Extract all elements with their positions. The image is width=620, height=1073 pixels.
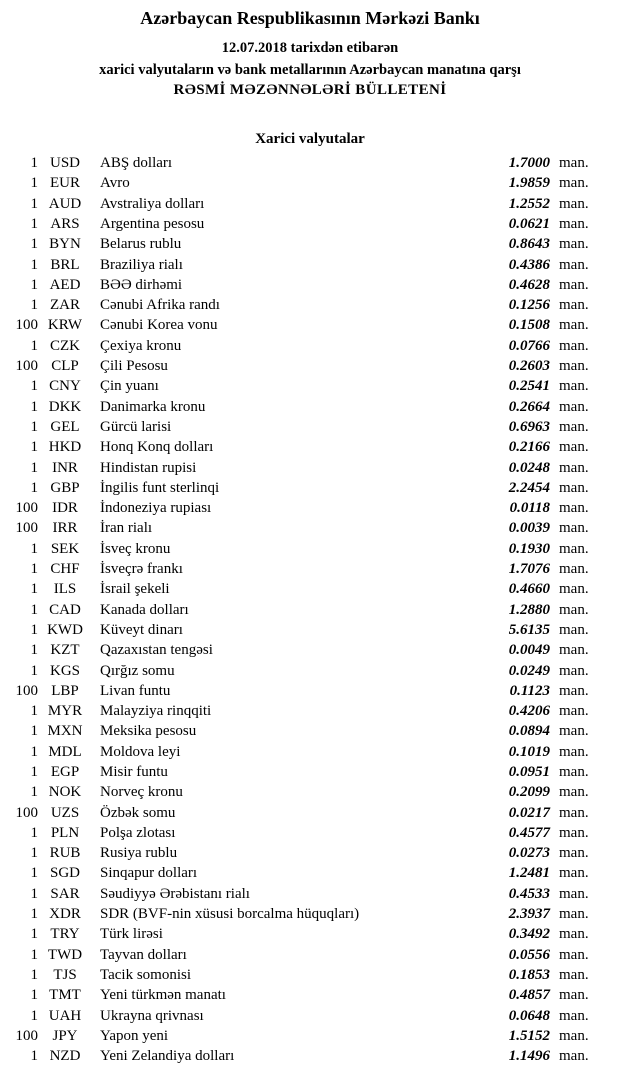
currency-rate: 0.0249 [508, 662, 550, 679]
currency-quantity: 1 [30, 215, 38, 232]
currency-quantity: 1 [30, 824, 38, 841]
currency-code: HKD [48, 439, 82, 456]
currency-unit: man. [559, 804, 589, 821]
currency-code: INR [52, 459, 78, 476]
currency-name: Misir funtu [100, 764, 168, 780]
currency-quantity: 100 [15, 682, 38, 699]
bank-title: Azərbaycan Respublikasının Mərkəzi Bankı [140, 8, 480, 28]
currency-row [0, 904, 596, 924]
currency-code: EGP [50, 764, 80, 780]
currency-quantity: 1 [30, 418, 38, 435]
currency-row [0, 397, 596, 417]
currency-name: Qazaxıstan tengəsi [100, 642, 213, 659]
currency-code: CAD [49, 601, 81, 618]
currency-quantity: 1 [30, 621, 38, 638]
currency-name: Avstraliya dolları [100, 195, 205, 212]
currency-quantity: 1 [30, 946, 38, 963]
currency-row [0, 194, 596, 214]
currency-name: Argentina pesosu [100, 215, 205, 232]
currency-unit: man. [559, 865, 589, 882]
currency-unit: man. [559, 1007, 589, 1024]
currency-rate: 1.7000 [508, 155, 550, 172]
currency-row [0, 315, 596, 335]
currency-unit: man. [559, 500, 589, 517]
currency-quantity: 1 [30, 337, 38, 354]
currency-row [0, 661, 596, 681]
currency-rate: 0.4533 [508, 885, 550, 902]
currency-code: UAH [48, 1007, 82, 1024]
currency-name: Çexiya kronu [100, 337, 182, 354]
currency-quantity: 1 [30, 561, 38, 578]
currency-rate: 0.2541 [508, 378, 550, 395]
currency-row [0, 356, 596, 376]
currency-quantity: 100 [15, 1027, 38, 1044]
currency-name: İsveçrə frankı [100, 561, 183, 578]
currency-rate: 1.1496 [508, 1048, 550, 1065]
currency-row [0, 153, 596, 173]
currency-code: ZAR [50, 297, 80, 314]
currency-row [0, 275, 596, 295]
currency-name: Çin yuanı [100, 378, 159, 395]
currency-code: IDR [52, 500, 78, 517]
currency-unit: man. [559, 358, 589, 375]
currency-row [0, 559, 596, 579]
currency-unit: man. [559, 642, 589, 659]
currency-rate: 0.0556 [508, 946, 550, 963]
currency-rate: 0.0118 [509, 500, 550, 517]
currency-name: Səudiyyə Ərəbistanı rialı [100, 885, 250, 902]
currency-unit: man. [559, 195, 589, 212]
currency-rate: 1.5152 [508, 1027, 550, 1044]
currency-unit: man. [559, 479, 589, 496]
currency-row [0, 985, 596, 1005]
currency-code: TWD [47, 946, 83, 963]
currency-name: ABŞ dolları [100, 155, 173, 172]
currency-quantity: 1 [30, 439, 38, 456]
currency-rate: 1.7076 [508, 561, 550, 578]
currency-code: BYN [49, 236, 81, 253]
currency-rate: 0.1019 [508, 743, 550, 760]
currency-code: CZK [50, 337, 80, 354]
currency-unit: man. [559, 540, 589, 557]
currency-name: Moldova leyi [100, 743, 181, 760]
currency-name: Kanada dolları [100, 601, 189, 618]
currency-row [0, 376, 596, 396]
currency-name: Honq Konq dolları [100, 439, 214, 456]
currency-name: Hindistan rupisi [100, 459, 197, 476]
currency-quantity: 1 [30, 662, 38, 679]
currency-code: KWD [47, 621, 83, 638]
currency-rate: 0.0951 [508, 764, 550, 780]
currency-unit: man. [559, 1027, 589, 1044]
currency-code: JPY [52, 1027, 78, 1044]
currency-name: İsrail şekeli [100, 581, 170, 598]
currency-rate: 0.8643 [508, 236, 550, 253]
currency-name: Cənubi Afrika randı [100, 297, 220, 314]
currency-name: Cənubi Korea vonu [100, 317, 218, 334]
currency-code: SEK [50, 540, 80, 557]
currency-row [0, 336, 596, 356]
currency-unit: man. [559, 378, 589, 395]
currency-unit: man. [559, 520, 589, 537]
currency-row [0, 762, 596, 782]
currency-quantity: 1 [30, 276, 38, 293]
currency-unit: man. [559, 682, 589, 699]
currency-row [0, 255, 596, 275]
currency-unit: man. [559, 317, 589, 334]
effective-date: 12.07.2018 tarixdən etibarən [221, 39, 399, 56]
currency-rate: 0.0766 [508, 337, 550, 354]
currency-row [0, 803, 596, 823]
currency-unit: man. [559, 276, 589, 293]
currency-row [0, 234, 596, 254]
currency-quantity: 100 [15, 317, 38, 334]
currency-unit: man. [559, 662, 589, 679]
currency-quantity: 1 [30, 743, 38, 760]
currency-code: TMT [49, 987, 81, 1004]
currency-quantity: 1 [30, 398, 38, 415]
currency-code: CHF [50, 561, 80, 578]
currency-unit: man. [559, 885, 589, 902]
currency-name: Malayziya rinqqiti [100, 703, 212, 720]
currency-name: Danimarka kronu [100, 398, 206, 415]
currency-code: RUB [49, 845, 81, 862]
currency-row [0, 742, 596, 762]
currency-row [0, 1046, 596, 1066]
currency-unit: man. [559, 1048, 589, 1065]
currency-rate: 1.2552 [508, 195, 550, 212]
currency-rate: 0.2166 [508, 439, 550, 456]
currency-row [0, 823, 596, 843]
currency-rate: 1.9859 [508, 175, 550, 192]
currency-name: Tayvan dolları [100, 946, 187, 963]
currency-rate: 2.2454 [508, 479, 550, 496]
currency-unit: man. [559, 418, 589, 435]
currency-rate: 0.1930 [508, 540, 550, 557]
currency-code: KRW [47, 317, 83, 334]
currency-name: Belarus rublu [100, 236, 182, 253]
currency-row [0, 965, 596, 985]
currency-name: Ukrayna qrivnası [100, 1007, 204, 1024]
currency-code: SAR [50, 885, 80, 902]
currency-unit: man. [559, 439, 589, 456]
currency-row [0, 214, 596, 234]
currency-code: SGD [49, 865, 80, 882]
currency-quantity: 1 [30, 987, 38, 1004]
currency-rate: 0.3492 [508, 926, 550, 943]
currency-quantity: 1 [30, 236, 38, 253]
currency-code: TRY [50, 926, 80, 943]
currency-quantity: 1 [30, 378, 38, 395]
currency-quantity: 100 [15, 520, 38, 537]
currency-name: SDR (BVF-nin xüsusi borcalma hüquqları) [100, 906, 360, 923]
currency-rate: 0.4660 [508, 581, 550, 598]
currency-rate: 0.1508 [508, 317, 550, 334]
currency-rate: 0.6963 [508, 418, 550, 435]
currency-quantity: 1 [30, 1048, 38, 1065]
currency-code: ARS [50, 215, 80, 232]
currency-name: Tacik somonisi [100, 966, 192, 983]
currency-quantity: 1 [30, 966, 38, 983]
currency-quantity: 1 [30, 256, 38, 273]
currency-row [0, 863, 596, 883]
currency-row [0, 518, 596, 538]
currency-unit: man. [559, 845, 589, 862]
currency-code: MYR [47, 703, 83, 720]
currency-unit: man. [559, 297, 589, 314]
currency-rate: 0.4857 [508, 987, 550, 1004]
currency-quantity: 1 [30, 195, 38, 212]
currency-code: LBP [51, 682, 79, 699]
currency-row [0, 782, 596, 802]
currency-rate: 0.0894 [508, 723, 550, 740]
currency-row [0, 579, 596, 599]
currency-rate: 0.4206 [508, 703, 550, 720]
currency-name: Meksika pesosu [100, 723, 197, 740]
currency-code: MXN [47, 723, 83, 740]
currency-code: TJS [53, 966, 77, 983]
currency-unit: man. [559, 906, 589, 923]
currency-unit: man. [559, 946, 589, 963]
currency-row [0, 945, 596, 965]
currency-rate: 0.0039 [508, 520, 550, 537]
currency-quantity: 1 [30, 764, 38, 780]
currency-unit: man. [559, 256, 589, 273]
currency-code: BRL [50, 256, 80, 273]
currency-unit: man. [559, 175, 589, 192]
currency-code: CNY [49, 378, 81, 395]
currency-row [0, 458, 596, 478]
currency-unit: man. [559, 398, 589, 415]
currency-row [0, 1026, 596, 1046]
currency-quantity: 1 [30, 601, 38, 618]
currency-unit: man. [559, 966, 589, 983]
currency-row [0, 721, 596, 741]
currency-row [0, 620, 596, 640]
currency-code: PLN [50, 824, 80, 841]
currency-quantity: 100 [15, 358, 38, 375]
currency-code: NZD [49, 1048, 81, 1065]
currency-quantity: 1 [30, 703, 38, 720]
currency-rate: 2.3937 [508, 906, 550, 923]
currency-quantity: 1 [30, 906, 38, 923]
currency-rate: 5.6135 [508, 621, 550, 638]
currency-unit: man. [559, 621, 589, 638]
currency-quantity: 1 [30, 479, 38, 496]
currency-unit: man. [559, 824, 589, 841]
currency-rate: 0.0621 [508, 215, 550, 232]
currency-code: USD [49, 155, 80, 172]
currency-name: Sinqapur dolları [100, 865, 198, 882]
currency-unit: man. [559, 723, 589, 740]
currency-unit: man. [559, 236, 589, 253]
currency-code: KZT [50, 642, 80, 659]
currency-rate: 0.1853 [508, 966, 550, 983]
currency-row [0, 295, 596, 315]
currency-row [0, 640, 596, 660]
currency-name: İndoneziya rupiası [100, 500, 212, 517]
currency-code: NOK [48, 784, 82, 801]
currency-rate: 0.0273 [508, 845, 550, 862]
currency-code: UZS [50, 804, 80, 821]
currency-rate: 0.4577 [508, 824, 550, 841]
currency-row [0, 437, 596, 457]
currency-row [0, 478, 596, 498]
currency-name: İran rialı [100, 520, 153, 537]
currency-name: Çili Pesosu [100, 358, 168, 375]
currency-name: İsveç kronu [100, 540, 171, 557]
currency-code: GEL [50, 418, 80, 435]
currency-quantity: 1 [30, 155, 38, 172]
currency-row [0, 173, 596, 193]
currency-rate: 0.0049 [508, 642, 550, 659]
currency-unit: man. [559, 987, 589, 1004]
currency-quantity: 1 [30, 297, 38, 314]
currency-quantity: 1 [30, 723, 38, 740]
currency-unit: man. [559, 581, 589, 598]
currency-quantity: 100 [15, 500, 38, 517]
currency-unit: man. [559, 215, 589, 232]
currency-row [0, 1006, 596, 1026]
currency-row [0, 539, 596, 559]
currency-rate: 0.0248 [508, 459, 550, 476]
currency-code: MDL [48, 743, 82, 760]
currency-name: İngilis funt sterlinqi [100, 479, 220, 496]
currency-code: KGS [49, 662, 80, 679]
currency-code: GBP [50, 479, 80, 496]
currency-row [0, 498, 596, 518]
currency-code: CLP [51, 358, 79, 375]
currency-name: Yeni Zelandiya dolları [100, 1048, 235, 1065]
currency-row [0, 843, 596, 863]
currency-code: AUD [48, 195, 82, 212]
currency-row [0, 681, 596, 701]
bulletin-subtitle: xarici valyutaların və bank metallarının Azərbaycan manatına qarşı [99, 61, 521, 78]
currency-quantity: 1 [30, 885, 38, 902]
currency-rate: 0.1256 [508, 297, 550, 314]
currency-quantity: 1 [30, 845, 38, 862]
currency-name: Özbək somu [100, 804, 176, 821]
currency-name: BƏƏ dirhəmi [100, 276, 183, 293]
currency-row [0, 701, 596, 721]
currency-quantity: 1 [30, 175, 38, 192]
currency-unit: man. [559, 459, 589, 476]
currency-name: Braziliya rialı [100, 256, 183, 273]
currency-code: AED [49, 276, 81, 293]
currency-row [0, 417, 596, 437]
currency-name: Yeni türkmən manatı [100, 987, 226, 1004]
currency-rate: 0.0648 [508, 1007, 550, 1024]
currency-quantity: 1 [30, 926, 38, 943]
currency-name: Küveyt dinarı [100, 621, 183, 638]
section-title-foreign-currencies: Xarici valyutalar [255, 131, 365, 148]
currency-unit: man. [559, 337, 589, 354]
currency-unit: man. [559, 561, 589, 578]
currency-quantity: 1 [30, 642, 38, 659]
currency-unit: man. [559, 764, 589, 780]
currency-rate: 0.0217 [508, 804, 550, 821]
currency-unit: man. [559, 926, 589, 943]
currency-name: Qırğız somu [100, 662, 175, 679]
currency-rate: 0.4628 [508, 276, 550, 293]
currency-rates-table [0, 153, 596, 1066]
currency-name: Polşa zlotası [100, 824, 176, 841]
bulletin-header [0, 8, 596, 100]
currency-quantity: 1 [30, 540, 38, 557]
currency-name: Gürcü larisi [100, 418, 172, 435]
currency-code: EUR [50, 175, 80, 192]
currency-rate: 0.4386 [508, 256, 550, 273]
currency-quantity: 1 [30, 1007, 38, 1024]
currency-unit: man. [559, 784, 589, 801]
currency-unit: man. [559, 601, 589, 618]
currency-code: XDR [49, 906, 81, 923]
currency-unit: man. [559, 743, 589, 760]
bulletin-title: RƏSMİ MƏZƏNNƏLƏRİ BÜLLETENİ [173, 81, 447, 98]
currency-row [0, 924, 596, 944]
currency-unit: man. [559, 703, 589, 720]
currency-rate: 0.2603 [508, 358, 550, 375]
currency-quantity: 100 [15, 804, 38, 821]
currency-quantity: 1 [30, 459, 38, 476]
currency-code: ILS [53, 581, 77, 598]
currency-name: Rusiya rublu [100, 845, 178, 862]
currency-quantity: 1 [30, 865, 38, 882]
currency-rate: 0.2664 [508, 398, 550, 415]
currency-quantity: 1 [30, 784, 38, 801]
currency-name: Yapon yeni [100, 1027, 169, 1044]
currency-rate: 1.2481 [508, 865, 550, 882]
currency-name: Türk lirəsi [100, 926, 163, 943]
currency-name: Livan funtu [100, 682, 171, 699]
currency-quantity: 1 [30, 581, 38, 598]
currency-row [0, 600, 596, 620]
currency-name: Norveç kronu [100, 784, 183, 801]
currency-row [0, 884, 596, 904]
currency-name: Avro [100, 175, 130, 192]
currency-rate: 1.2880 [508, 601, 550, 618]
currency-code: DKK [48, 398, 82, 415]
currency-code: IRR [52, 520, 78, 537]
currency-rate: 0.1123 [509, 682, 550, 699]
currency-rate: 0.2099 [508, 784, 550, 801]
currency-unit: man. [559, 155, 589, 172]
